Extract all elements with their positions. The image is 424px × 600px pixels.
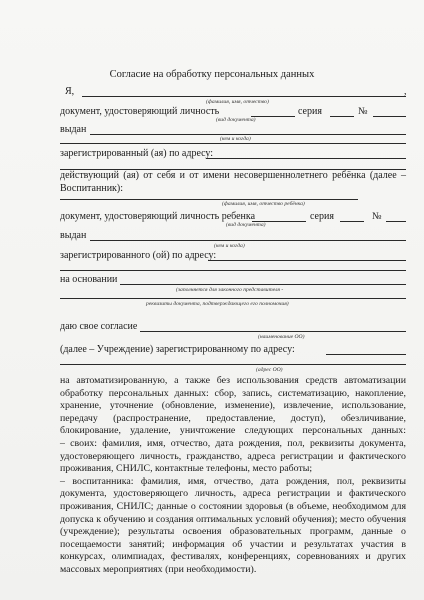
identity-doc-type-line[interactable] bbox=[251, 116, 295, 117]
processing-terms bbox=[60, 375, 406, 577]
child-registered-label: зарегистрированного (ой) по адресу: bbox=[60, 250, 217, 261]
full-name-hint: (фамилия, имя, отчество) bbox=[206, 99, 269, 105]
institution-row bbox=[60, 343, 406, 356]
terms-line: – воспитанника: фамилия, имя, отчество, дата рождения, пол, реквизиты bbox=[60, 475, 406, 487]
institution-line[interactable] bbox=[326, 354, 406, 355]
terms-line: удостоверяющего личность, гражданство, адреса регистрации и фактического bbox=[60, 450, 406, 462]
issued-line-2[interactable] bbox=[60, 143, 406, 144]
terms-line: обработку персональных данных: сбор, запись, систематизацию, накопление, bbox=[60, 387, 406, 399]
institution-label: (далее – Учреждение) зарегистрированному по адресу: bbox=[60, 344, 295, 355]
terms-line: посещаемости занятий; информация об участии и результатах участия в bbox=[60, 538, 406, 550]
terms-line: хранение, уточнение (обновление, изменение), извлечение, использование, bbox=[60, 400, 406, 412]
identity-doc-series-line[interactable] bbox=[330, 116, 354, 117]
institution-hint: (адрес ОО) bbox=[256, 367, 283, 373]
terms-line: передачу (распространение, предоставление, доступ), обезличивание, bbox=[60, 412, 406, 424]
child-doc-hint: (вид документа) bbox=[226, 222, 266, 228]
terms-line: блокирование, удаление, уничтожение следующих персональных данных: bbox=[60, 425, 406, 437]
child-name-hint: (фамилия, имя, отчество ребёнка) bbox=[222, 201, 305, 207]
child-doc-number-label: № bbox=[372, 211, 382, 222]
child-registered-line-2[interactable] bbox=[60, 270, 406, 271]
full-name-line[interactable] bbox=[82, 96, 406, 97]
identity-doc-hint: (вид документа) bbox=[216, 117, 256, 123]
basis-row bbox=[60, 273, 406, 286]
consent-row bbox=[60, 320, 406, 333]
terms-line: – своих: фамилия, имя, отчество, дата рождения, пол, реквизиты документа, bbox=[60, 437, 406, 449]
consent-line[interactable] bbox=[140, 331, 406, 332]
identity-doc-number-line[interactable] bbox=[373, 116, 406, 117]
child-doc-series-label: серия bbox=[310, 211, 334, 222]
issued-line[interactable] bbox=[90, 134, 406, 135]
registered-label: зарегистрированный (ая) по адресу: bbox=[60, 148, 214, 159]
basis-line[interactable] bbox=[120, 284, 406, 285]
terms-line: проживания, СНИЛС; данные о состоянии здоровья (в объеме, необходимом для bbox=[60, 500, 406, 512]
terms-line: проживания, СНИЛС, контактные телефоны, место работы; bbox=[60, 463, 313, 475]
issued-label: выдан bbox=[60, 124, 87, 135]
terms-line: массовых мероприятиях (при необходимости). bbox=[60, 563, 257, 575]
registered-row bbox=[60, 147, 406, 160]
child-registered-row bbox=[60, 249, 406, 262]
issued-row bbox=[60, 123, 406, 136]
basis-label: на основании bbox=[60, 274, 118, 285]
consent-label: даю свое согласие bbox=[60, 321, 138, 332]
child-name-line[interactable] bbox=[60, 199, 358, 200]
terms-line: документа, удостоверяющего личность, адреса регистрации и фактического bbox=[60, 488, 406, 500]
basis-hint-2: реквизиты документа, подтверждающего его полномочия) bbox=[146, 301, 289, 307]
child-issued-hint: (кем и когда) bbox=[214, 243, 245, 249]
acting-line-2: Воспитанник): bbox=[60, 182, 124, 194]
issued-hint: (кем и когда) bbox=[220, 136, 251, 142]
child-issued-label: выдан bbox=[60, 230, 87, 241]
child-issued-line[interactable] bbox=[90, 240, 406, 241]
child-issued-row bbox=[60, 229, 406, 242]
terms-line: на автоматизированную, а также без использования средств автоматизации bbox=[60, 375, 406, 386]
full-name-row: Я, , bbox=[65, 86, 407, 97]
terms-line: конкурсах, олимпиадах, фестивалях, конференциях, соревнованиях и других bbox=[60, 551, 406, 563]
registered-line[interactable] bbox=[206, 158, 406, 159]
child-doc-series-line[interactable] bbox=[340, 221, 364, 222]
institution-line-2[interactable] bbox=[60, 364, 406, 365]
acting-line-1: действующий (ая) от себя и от имени несовершеннолетнего ребёнка (далее – bbox=[60, 170, 406, 181]
identity-doc-series-label: серия bbox=[298, 106, 322, 117]
acting-paragraph bbox=[60, 170, 406, 195]
full-name-label: Я, bbox=[65, 86, 75, 97]
terms-line: (учреждение); результаты освоения образовательных программ, данные о bbox=[60, 526, 406, 538]
basis-hint-1: (заполняется для законного представителя - bbox=[176, 287, 284, 293]
child-doc-label: документ, удостоверяющий личность ребенка bbox=[60, 211, 256, 222]
consent-hint: (наименование ОО) bbox=[258, 334, 305, 340]
identity-doc-number-label: № bbox=[358, 106, 368, 117]
terms-line: допуска к обучению и создания оптимальных условий обучения); место обучения bbox=[60, 513, 406, 525]
identity-doc-label: документ, удостоверяющий личность bbox=[60, 106, 220, 117]
document-title: Согласие на обработку персональных данных bbox=[109, 69, 315, 80]
child-doc-number-line[interactable] bbox=[386, 221, 406, 222]
basis-line-2[interactable] bbox=[60, 298, 406, 299]
child-registered-line[interactable] bbox=[208, 260, 406, 261]
